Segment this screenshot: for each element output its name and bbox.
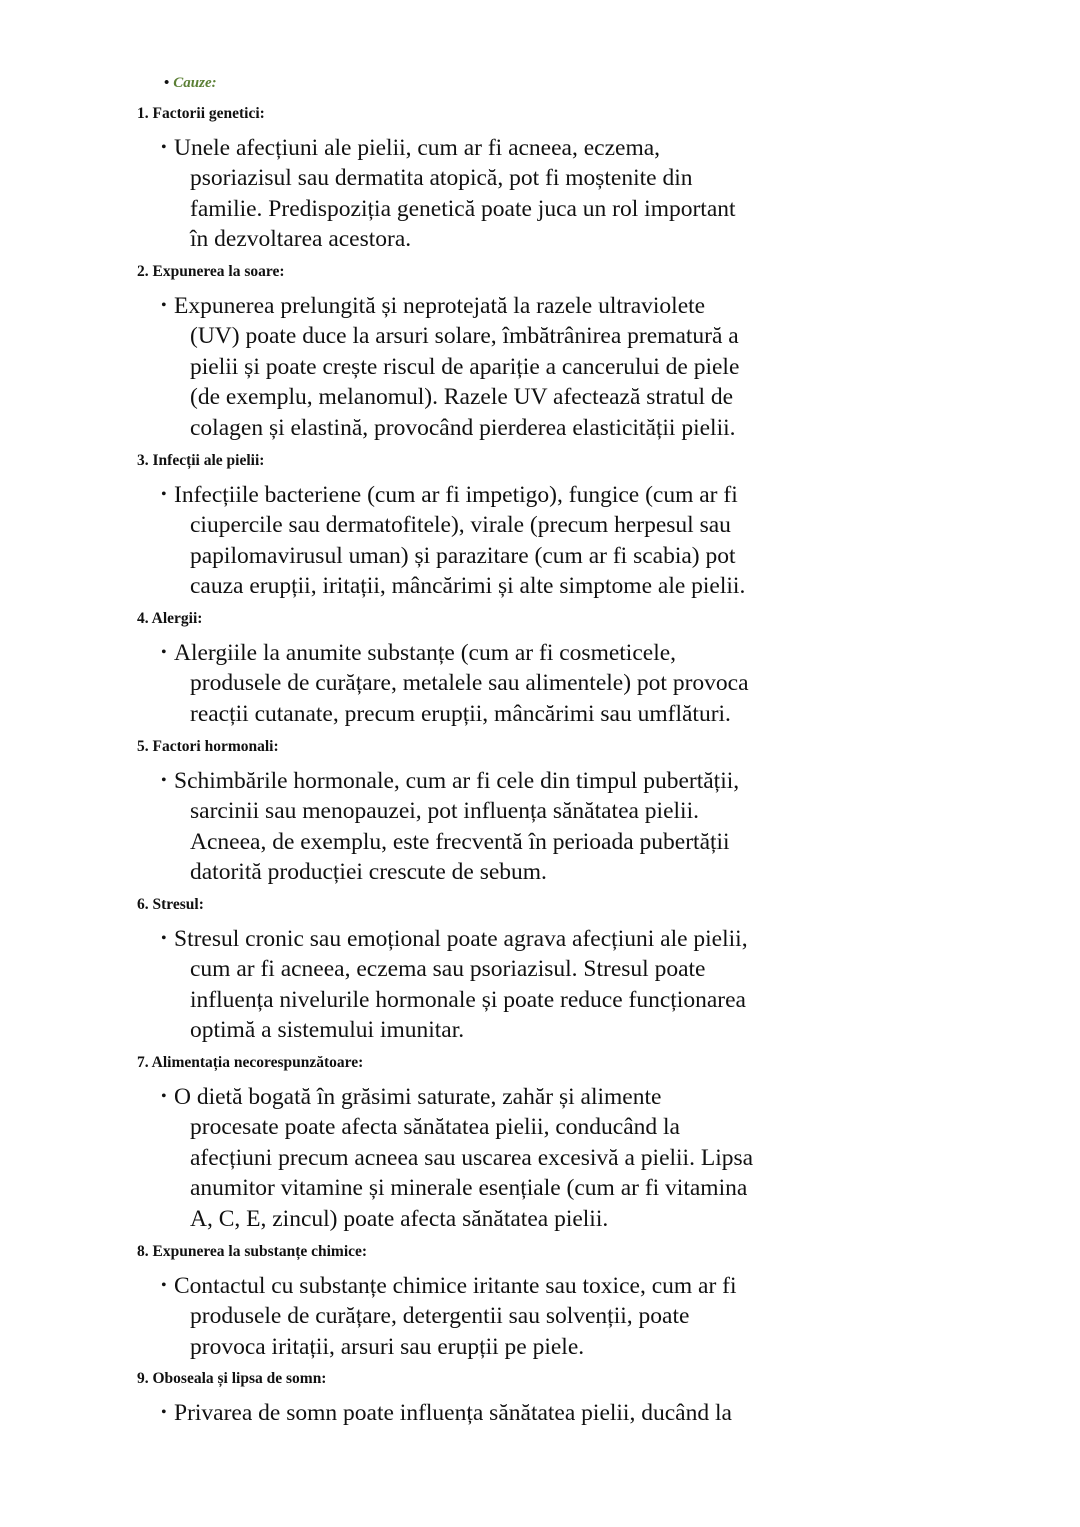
section-stress [137, 895, 857, 1046]
section-hormonal-factors [137, 737, 857, 888]
section-paragraph [161, 1398, 830, 1428]
paragraph-line: pielii și poate crește riscul de apariție a cancerului de piele [190, 353, 740, 380]
bullet-icon: • [161, 772, 167, 789]
section-poor-nutrition [137, 1053, 857, 1234]
section-heading: 5. Factori hormonali: [137, 738, 279, 755]
paragraph-line: datorită producției crescute de sebum. [190, 859, 547, 886]
paragraph-line: procesate poate afecta sănătatea pielii, conducând la [190, 1114, 680, 1141]
section-paragraph [161, 638, 830, 729]
paragraph-line: O dietă bogată în grăsimi saturate, zahăr și alimente [174, 1084, 662, 1110]
section-heading: 3. Infecții ale pielii: [137, 452, 265, 469]
paragraph-line: în dezvoltarea acestora. [190, 226, 412, 253]
paragraph-line: (de exemplu, melanomul). Razele UV afectează stratul de [190, 384, 734, 411]
paragraph-line: afecțiuni precum acneea sau uscarea excesivă a pielii. Lipsa [190, 1144, 754, 1171]
bullet-icon: • [161, 1277, 167, 1294]
paragraph-line: papilomavirusul uman) și parazitare (cum ar fi scabia) pot [190, 542, 736, 569]
paragraph-line: anumitor vitamine și minerale esențiale (cum ar fi vitamina [190, 1175, 748, 1202]
bullet-icon: • [161, 297, 167, 314]
section-heading: 7. Alimentația necorespunzătoare: [137, 1054, 364, 1071]
paragraph-line: influența nivelurile hormonale și poate reduce funcționarea [190, 986, 746, 1013]
paragraph-line: Privarea de somn poate influența sănătatea pielii, ducând la [174, 1400, 732, 1426]
paragraph-line: cum ar fi acneea, eczema sau psoriazisul. Stresul poate [190, 956, 706, 983]
section-paragraph [161, 1082, 830, 1234]
bullet-icon: • [164, 75, 170, 91]
paragraph-line: Unele afecțiuni ale pielii, cum ar fi acneea, eczema, [174, 135, 661, 161]
section-heading: 1. Factorii genetici: [137, 105, 265, 122]
section-allergies [137, 609, 857, 729]
paragraph-line: Acneea, de exemplu, este frecventă în perioada pubertății [190, 828, 730, 855]
section-heading: 2. Expunerea la soare: [137, 263, 285, 280]
paragraph-line: produsele de curățare, detergentii sau solvenții, poate [190, 1303, 690, 1330]
section-heading: 9. Oboseala și lipsa de somn: [137, 1370, 327, 1387]
section-paragraph [161, 480, 830, 602]
section-heading: 8. Expunerea la substanțe chimice: [137, 1243, 368, 1260]
section-paragraph [161, 924, 830, 1046]
paragraph-line: Schimbările hormonale, cum ar fi cele din timpul pubertății, [174, 768, 740, 794]
section-paragraph [161, 133, 830, 255]
bullet-icon: • [161, 644, 167, 661]
paragraph-line: optimă a sistemului imunitar. [190, 1017, 465, 1044]
section-paragraph [161, 291, 830, 443]
section-paragraph [161, 766, 830, 888]
bullet-icon: • [161, 139, 167, 156]
paragraph-line: Expunerea prelungită și neprotejată la razele ultraviolete [174, 293, 706, 319]
paragraph-line: Alergiile la anumite substanțe (cum ar fi cosmeticele, [174, 640, 677, 666]
bullet-icon: • [161, 486, 167, 503]
section-chemical-exposure [137, 1242, 857, 1362]
paragraph-line: Stresul cronic sau emoțional poate agrava afecțiuni ale pielii, [174, 926, 748, 952]
paragraph-line: ciupercile sau dermatofitele), virale (precum herpesul sau [190, 512, 731, 539]
paragraph-line: A, C, E, zincul) poate afecta sănătatea pielii. [190, 1205, 609, 1232]
section-paragraph [161, 1271, 830, 1362]
paragraph-line: reacții cutanate, precum erupții, mâncărimi sau umflături. [190, 700, 731, 727]
section-fatigue-sleep [137, 1369, 857, 1428]
paragraph-line: psoriazisul sau dermatita atopică, pot fi moștenite din [190, 165, 693, 192]
bullet-icon: • [161, 1088, 167, 1105]
section-heading: 6. Stresul: [137, 896, 204, 913]
paragraph-line: Contactul cu substanțe chimice iritante sau toxice, cum ar fi [174, 1273, 737, 1299]
paragraph-line: colagen și elastină, provocând pierderea elasticității pielii. [190, 414, 736, 441]
causes-intro [164, 72, 217, 94]
section-sun-exposure [137, 262, 857, 443]
paragraph-line: (UV) poate duce la arsuri solare, îmbătrânirea prematură a [190, 323, 739, 350]
section-heading: 4. Alergii: [137, 610, 203, 627]
paragraph-line: produsele de curățare, metalele sau alimentele) pot provoca [190, 670, 749, 697]
paragraph-line: provoca iritații, arsuri sau erupții pe piele. [190, 1333, 585, 1360]
bullet-icon: • [161, 1404, 167, 1421]
paragraph-line: familie. Predispoziția genetică poate juca un rol important [190, 195, 736, 222]
paragraph-line: cauza erupții, iritații, mâncărimi și alte simptome ale pielii. [190, 573, 746, 600]
paragraph-line: sarcinii sau menopauzei, pot influența sănătatea pielii. [190, 798, 699, 825]
section-genetic-factors [137, 104, 857, 255]
section-skin-infections [137, 451, 857, 602]
causes-label: Cauze: [173, 75, 217, 91]
bullet-icon: • [161, 930, 167, 947]
paragraph-line: Infecțiile bacteriene (cum ar fi impetigo), fungice (cum ar fi [174, 482, 738, 508]
